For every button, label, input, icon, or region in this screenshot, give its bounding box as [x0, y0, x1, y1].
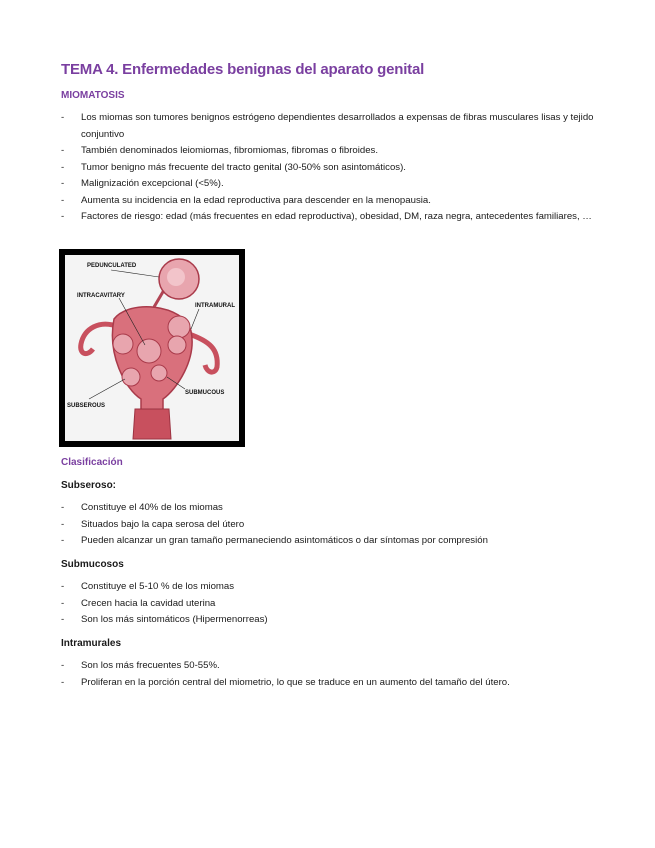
- list-item: - También denominados leiomiomas, fibromiomas, fibromas o fibroides.: [61, 143, 601, 160]
- list-item: - Aumenta su incidencia en la edad reproductiva para descender en la menopausia.: [61, 193, 601, 210]
- label-intracavitary: INTRACAVITARY: [77, 293, 125, 299]
- list-item: - Los miomas son tumores benignos estrógeno dependientes desarrollados a expensas de fibras musculares lisas y tejido conjuntivo: [61, 110, 601, 143]
- label-pedunculated: PEDUNCULATED: [87, 263, 137, 269]
- intramurales-list: [61, 658, 601, 691]
- list-item: - Tumor benigno más frecuente del tracto genital (30-50% son asintomáticos).: [61, 160, 601, 177]
- list-item: - Son los más sintomáticos (Hipermenorreas): [61, 612, 601, 629]
- group-heading-submucosos: Submucosos: [61, 559, 124, 570]
- uterus-myoma-illustration: [59, 249, 245, 447]
- list-item: - Constituye el 40% de los miomas: [61, 500, 601, 517]
- section-heading-miomatosis: MIOMATOSIS: [61, 90, 125, 101]
- label-submucous: SUBMUCOUS: [185, 390, 225, 396]
- subseroso-list: [61, 500, 601, 550]
- group-heading-subseroso: Subseroso:: [61, 480, 117, 491]
- list-item: - Crecen hacia la cavidad uterina: [61, 596, 601, 613]
- classification-heading: Clasificación: [61, 457, 123, 468]
- list-item: - Son los más frecuentes 50-55%.: [61, 658, 601, 675]
- list-item: - Pueden alcanzar un gran tamaño permaneciendo asintomáticos o dar síntomas por compresión: [61, 533, 601, 550]
- group-heading-intramurales: Intramurales: [61, 638, 122, 649]
- list-item: - Proliferan en la porción central del miometrio, lo que se traduce en un aumento del tamaño del útero.: [61, 675, 601, 692]
- list-item: - Malignización excepcional (<5%).: [61, 176, 601, 193]
- page-title: TEMA 4. Enfermedades benignas del aparato genital: [61, 61, 425, 78]
- intro-list: [61, 110, 601, 226]
- label-intramural: INTRAMURAL: [195, 303, 235, 309]
- uterus-diagram-svg: [59, 249, 245, 447]
- list-item: - Situados bajo la capa serosa del útero: [61, 517, 601, 534]
- list-item: - Constituye el 5-10 % de los miomas: [61, 579, 601, 596]
- submucosos-list: [61, 579, 601, 629]
- list-item: - Factores de riesgo: edad (más frecuentes en edad reproductiva), obesidad, DM, raza negra, antecedentes familiares, …: [61, 209, 601, 226]
- label-subserous: SUBSEROUS: [67, 403, 106, 409]
